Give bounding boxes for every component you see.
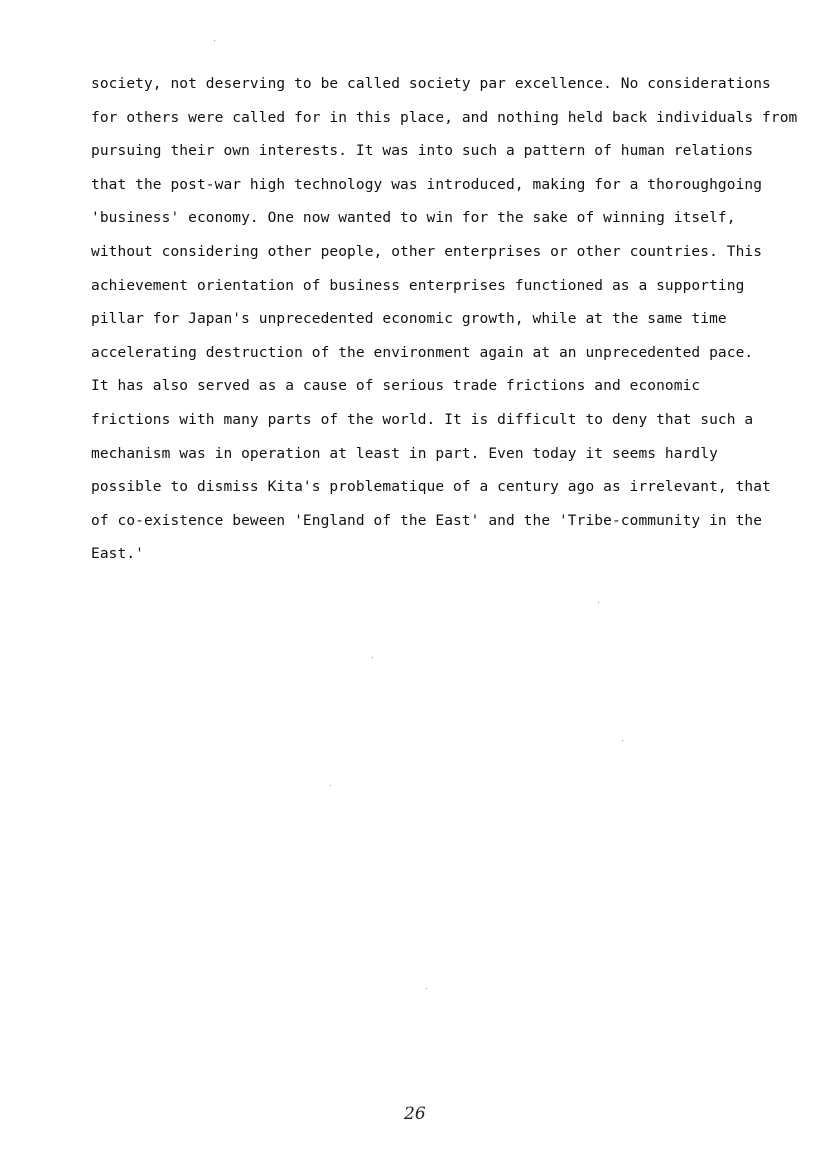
page-number: 26 xyxy=(404,1104,426,1124)
text-line: pillar for Japan's unprecedented economic growth, while at the same time xyxy=(91,311,727,328)
scan-speck xyxy=(372,657,373,658)
scan-speck xyxy=(598,602,599,603)
text-line: possible to dismiss Kita's problematique of a century ago as irrelevant, that xyxy=(91,479,771,496)
body-paragraph xyxy=(91,68,798,572)
text-line: that the post-war high technology was introduced, making for a thoroughgoing xyxy=(91,176,763,193)
text-line: achievement orientation of business enterprises functioned as a supporting xyxy=(91,277,745,294)
text-line: frictions with many parts of the world. It is difficult to deny that such a xyxy=(91,411,754,428)
text-line: It has also served as a cause of serious trade frictions and economic xyxy=(91,378,701,395)
text-line: pursuing their own interests. It was into such a pattern of human relations xyxy=(91,143,754,160)
text-line: 'business' economy. One now wanted to win for the sake of winning itself, xyxy=(91,210,736,227)
text-line: accelerating destruction of the environment again at an unprecedented pace. xyxy=(91,344,754,361)
scan-speck xyxy=(214,40,215,41)
text-line: society, not deserving to be called society par excellence. No considerations xyxy=(91,76,771,92)
text-line: of co-existence beween 'England of the East' and the 'Tribe-community in the xyxy=(91,512,763,529)
scan-speck xyxy=(622,740,623,741)
scan-speck xyxy=(330,785,331,786)
text-line: for others were called for in this place, and nothing held back individuals from xyxy=(91,109,798,126)
text-line: mechanism was in operation at least in part. Even today it seems hardly xyxy=(91,445,718,462)
text-line: without considering other people, other enterprises or other countries. This xyxy=(91,243,763,260)
text-line: East.' xyxy=(91,546,144,563)
scan-speck xyxy=(426,988,427,989)
